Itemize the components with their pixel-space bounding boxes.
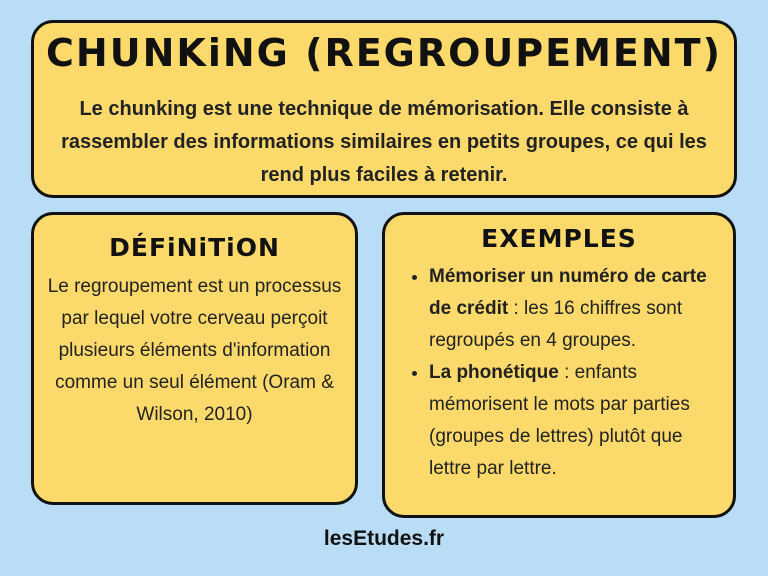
intro-text: Le chunking est une technique de mémorisation. Elle consiste à rassembler des informations similaires en petits groupes, ce qui les rend plus faciles à retenir. xyxy=(61,98,707,186)
example-heading: Mémoriser un numéro de carte de crédit xyxy=(429,266,707,319)
list-item xyxy=(429,261,721,357)
example-text: : les 16 chiffres sont regroupés en 4 groupes. xyxy=(429,298,683,351)
definition-title: DÉFiNiTiON xyxy=(109,233,280,262)
example-heading: La phonétique xyxy=(429,362,559,383)
examples-card xyxy=(382,212,736,518)
definition-card xyxy=(31,212,358,505)
list-item xyxy=(429,357,721,485)
example-text: : enfants mémorisent le mots par parties (groupes de lettres) plutôt que lettre par lettre. xyxy=(429,362,690,479)
examples-list xyxy=(407,261,721,485)
main-title: CHUNKiNG (REGROUPEMENT) xyxy=(46,31,722,75)
examples-title: EXEMPLES xyxy=(481,224,637,253)
definition-text: Le regroupement est un processus par lequel votre cerveau perçoit plusieurs éléments d'information comme un seul élément (Oram & Wilson, 2010) xyxy=(47,276,342,425)
site-footer: lesEtudes.fr xyxy=(323,527,445,550)
header-card xyxy=(31,20,737,198)
